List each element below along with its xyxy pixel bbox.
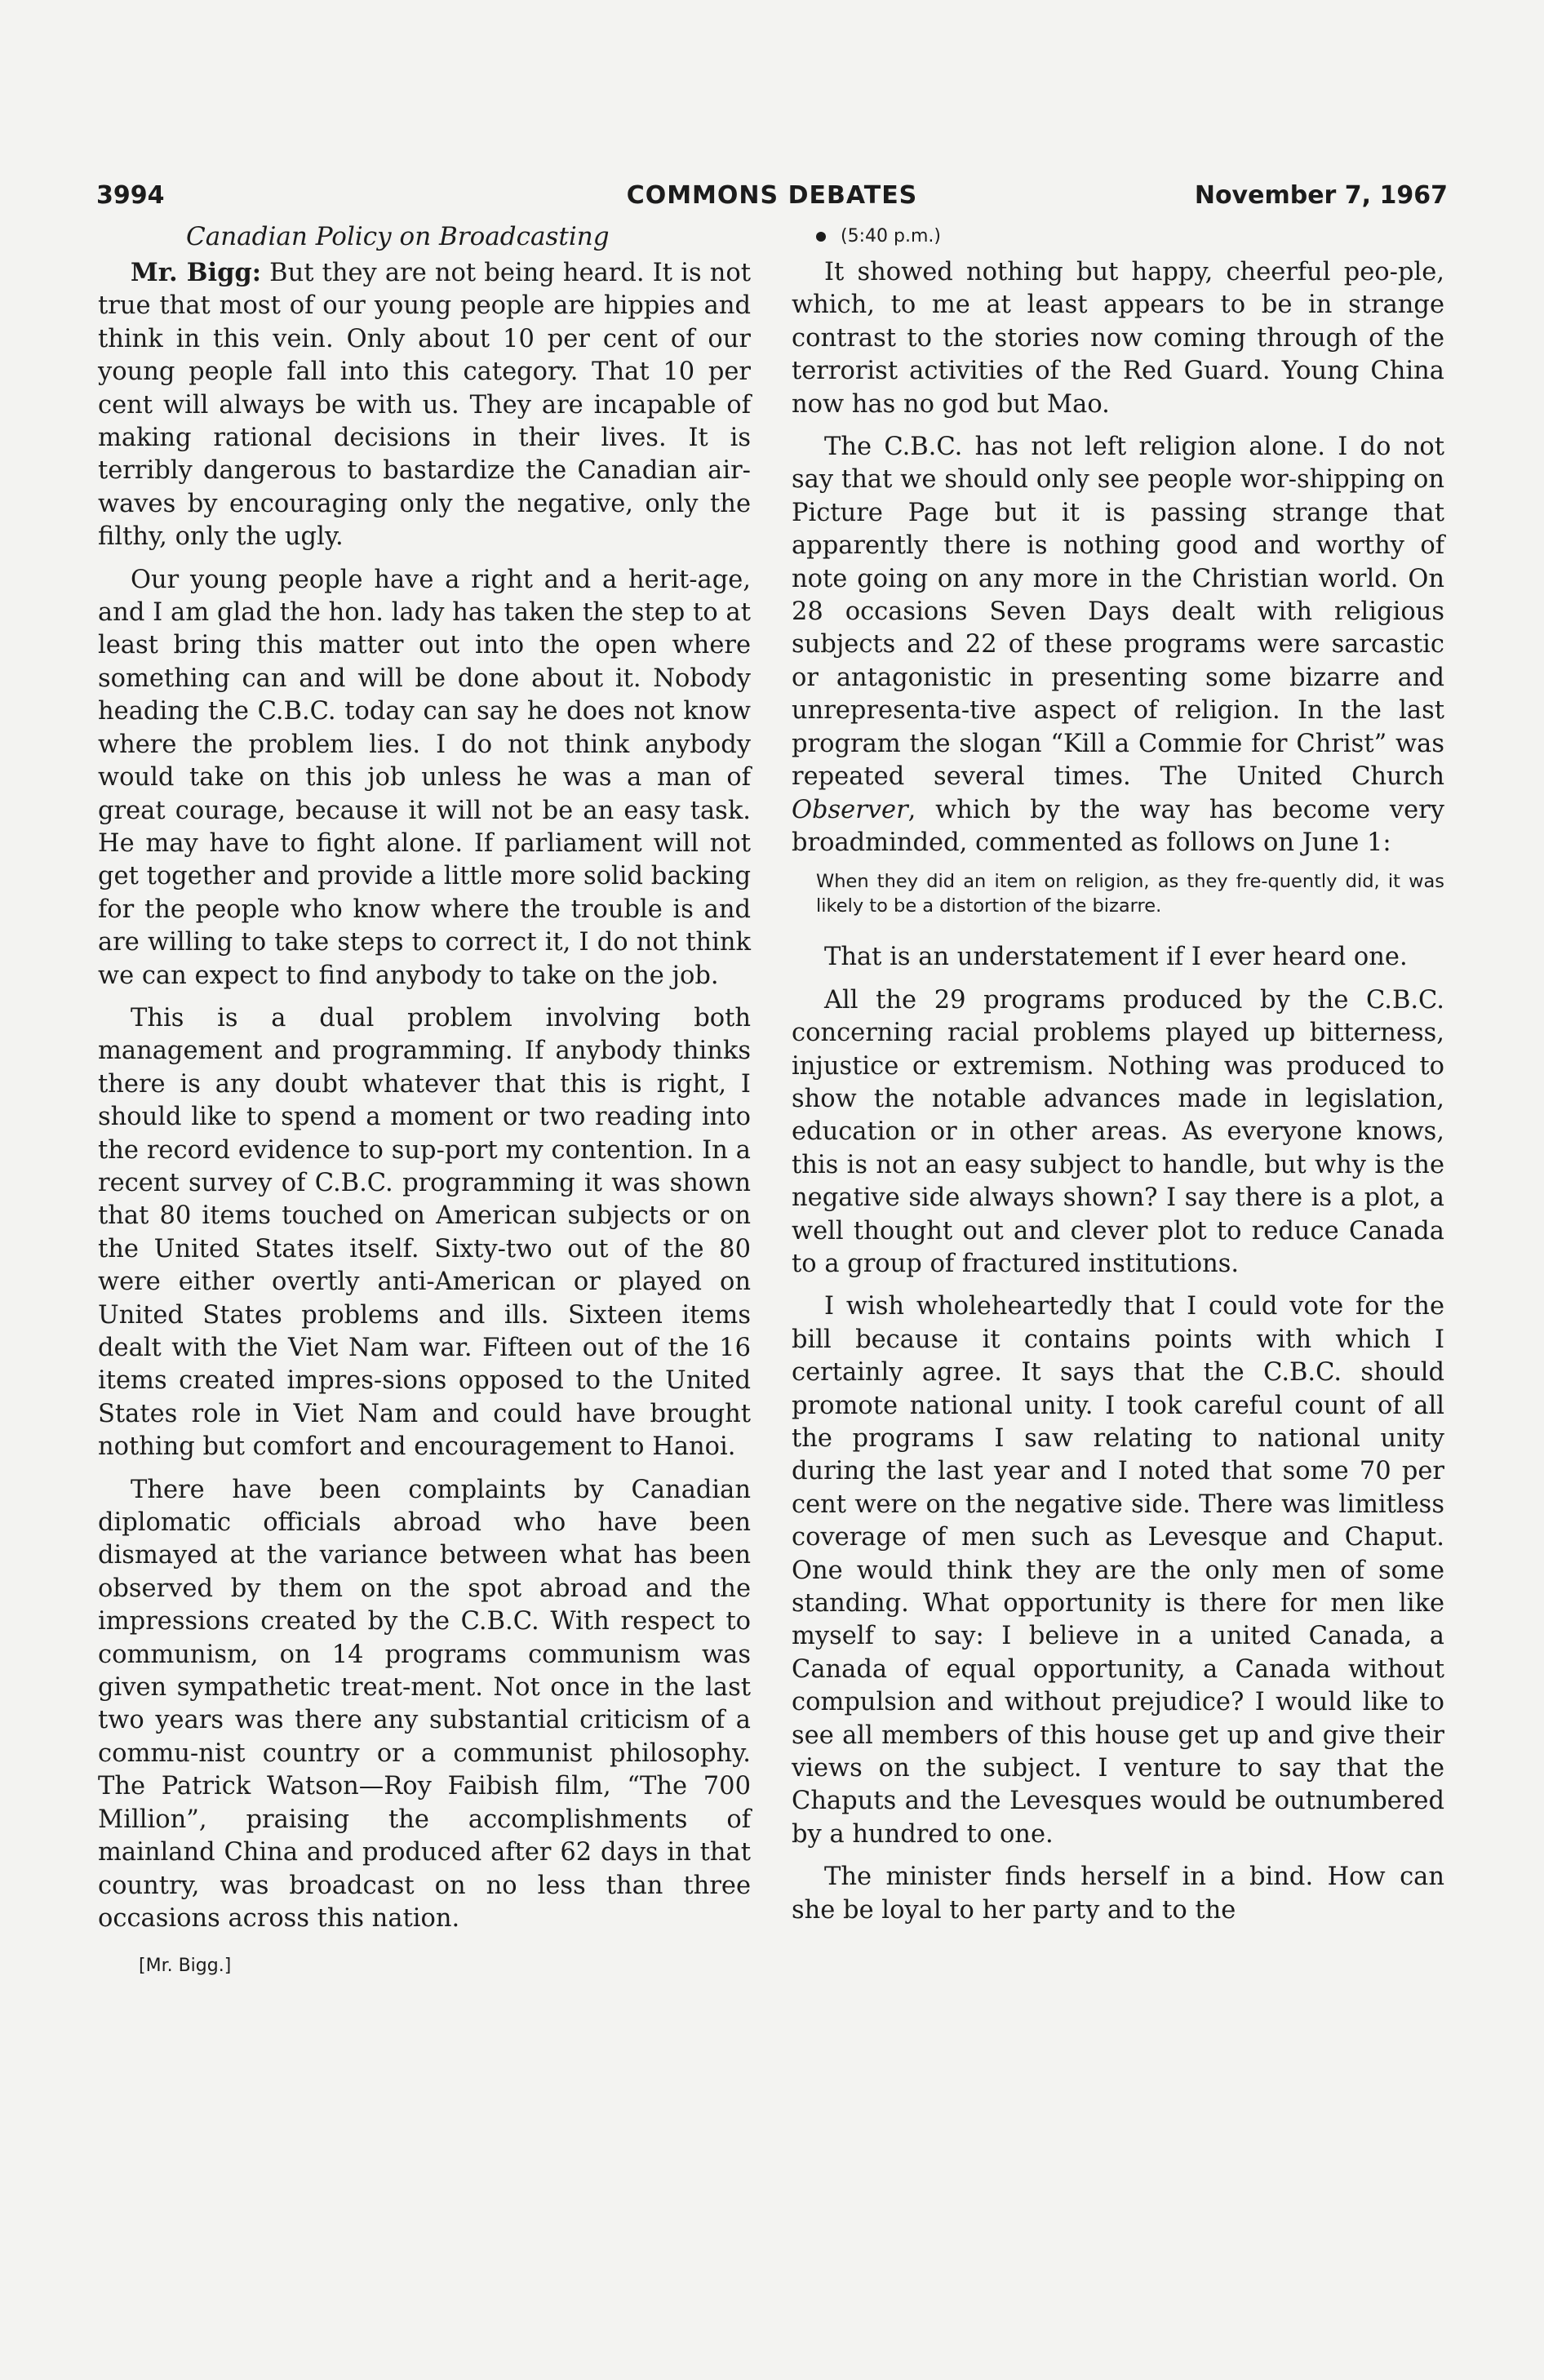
page-date: November 7, 1967 xyxy=(1194,181,1448,210)
paragraph: It showed nothing but happy, cheerful peo-ple, which, to me at least appears to be in strange contrast to the stories now coming through of the terrorist activities of the Red Guard. Young China now has no god but Mao. xyxy=(792,258,1444,419)
time-marker xyxy=(816,220,1444,253)
paragraph xyxy=(98,256,751,554)
paragraph-text: But they are not being heard. It is not true that most of our young people are hippies and think in this vein. Only about 10 per cent of our young people fall into this category. That 10 per cent will always be with us. They are incapable of making rational decisions in their lives. It is terribly dangerous to bastardize the Canadian air-waves by encouraging only the negative, only the filthy, only the ugly. xyxy=(98,259,752,552)
speaker-signature: [Mr. Bigg.] xyxy=(139,1956,232,1977)
paragraph: Our young people have a right and a herit-age, and I am glad the hon. lady has taken the step to at least bring this matter out into the open where something can and will be done about it. Nobody heading the C.B.C. today can say he does not know where the problem lies. I do not think anybody would take on this job unless he was a man of great courage, because it will not be an easy task. He may have to fight alone. If parliament will not get together and provide a little more solid backing for the people who know where the trouble is and are willing to take steps to correct it, I do not think we can expect to find anybody to take on the job. xyxy=(98,565,751,990)
block-quote: When they did an item on religion, as they fre-quently did, it was likely to be a distortion of the bizarre. xyxy=(816,871,1444,917)
speaker-name: Mr. Bigg: xyxy=(131,258,261,287)
left-column xyxy=(98,220,751,1983)
paragraph xyxy=(792,431,1444,859)
publication-name: Observer xyxy=(792,795,908,824)
bullet-icon xyxy=(816,232,826,242)
page-number: 3994 xyxy=(96,181,165,210)
paragraph-text: , which by the way has become very broadminded, commented as follows on June 1: xyxy=(792,795,1444,857)
paragraph: This is a dual problem involving both management and programming. If anybody thinks there is any doubt whatever that this is right, I should like to spend a moment or two reading into the record evidence to sup-port my contention. In a recent survey of C.B.C. programming it was shown that 80 items touched on American subjects or on the United States itself. Sixty-two out of the 80 were either overtly anti-American or played on United States problems and ills. Sixteen items dealt with the Viet Nam war. Fifteen out of the 16 items created impres-sions opposed to the United States role in Viet Nam and could have brought nothing but comfort and encouragement to Hanoi. xyxy=(98,1003,751,1462)
section-subtitle: Canadian Policy on Broadcasting xyxy=(186,222,610,251)
time-text: (5:40 p.m.) xyxy=(841,226,941,246)
paragraph: I wish wholeheartedly that I could vote for the bill because it contains points with which I certainly agree. It says that the C.B.C. should promote national unity. I took careful count of all the programs I saw relating to national unity during the last year and I noted that some 70 per cent were on the negative side. There was limitless coverage of men such as Levesque and Chaput. One would think they are the only men of some standing. What opportunity is there for men like myself to say: I believe in a united Canada, a Canada of equal opportunity, a Canada without compulsion and without prejudice? I would like to see all members of this house get up and give their views on the subject. I venture to say that the Chaputs and the Levesques would be outnumbered by a hundred to one. xyxy=(792,1292,1444,1849)
right-column xyxy=(792,220,1444,1937)
page-header xyxy=(96,181,1448,217)
publication-title: COMMONS DEBATES xyxy=(626,181,918,210)
paragraph-text: The C.B.C. has not left religion alone. I do not say that we should only see people wor-shipping on Picture Page but it is passing strange that apparently there is nothing good and worthy of note going on any more in the Christian world. On 28 occasions Seven Days dealt with religious subjects and 22 of these programs were sarcastic or antagonistic in presenting some bizarre and unrepresenta-tive aspect of religion. In the last program the slogan “Kill a Commie for Christ” was repeated several times. The United Church xyxy=(792,433,1444,792)
paragraph: The minister finds herself in a bind. How can she be loyal to her party and to the xyxy=(792,1863,1444,1925)
paragraph: There have been complaints by Canadian diplomatic officials abroad who have been dismayed at the variance between what has been observed by them on the spot abroad and the impressions created by the C.B.C. With respect to communism, on 14 programs communism was given sympathetic treat-ment. Not once in the last two years was there any substantial criticism of a commu-nist country or a communist philosophy. The Patrick Watson—Roy Faibish film, “The 700 Million”, praising the accomplishments of mainland China and produced after 62 days in that country, was broadcast on no less than three occasions across this nation. xyxy=(98,1475,751,1933)
paragraph: All the 29 programs produced by the C.B.C. concerning racial problems played up bitterness, injustice or extremism. Nothing was produced to show the notable advances made in legislation, education or in other areas. As everyone knows, this is not an easy subject to handle, but why is the negative side always shown? I say there is a plot, a well thought out and clever plot to reduce Canada to a group of fractured institutions. xyxy=(792,985,1444,1278)
paragraph: That is an understatement if I ever heard one. xyxy=(824,943,1408,972)
